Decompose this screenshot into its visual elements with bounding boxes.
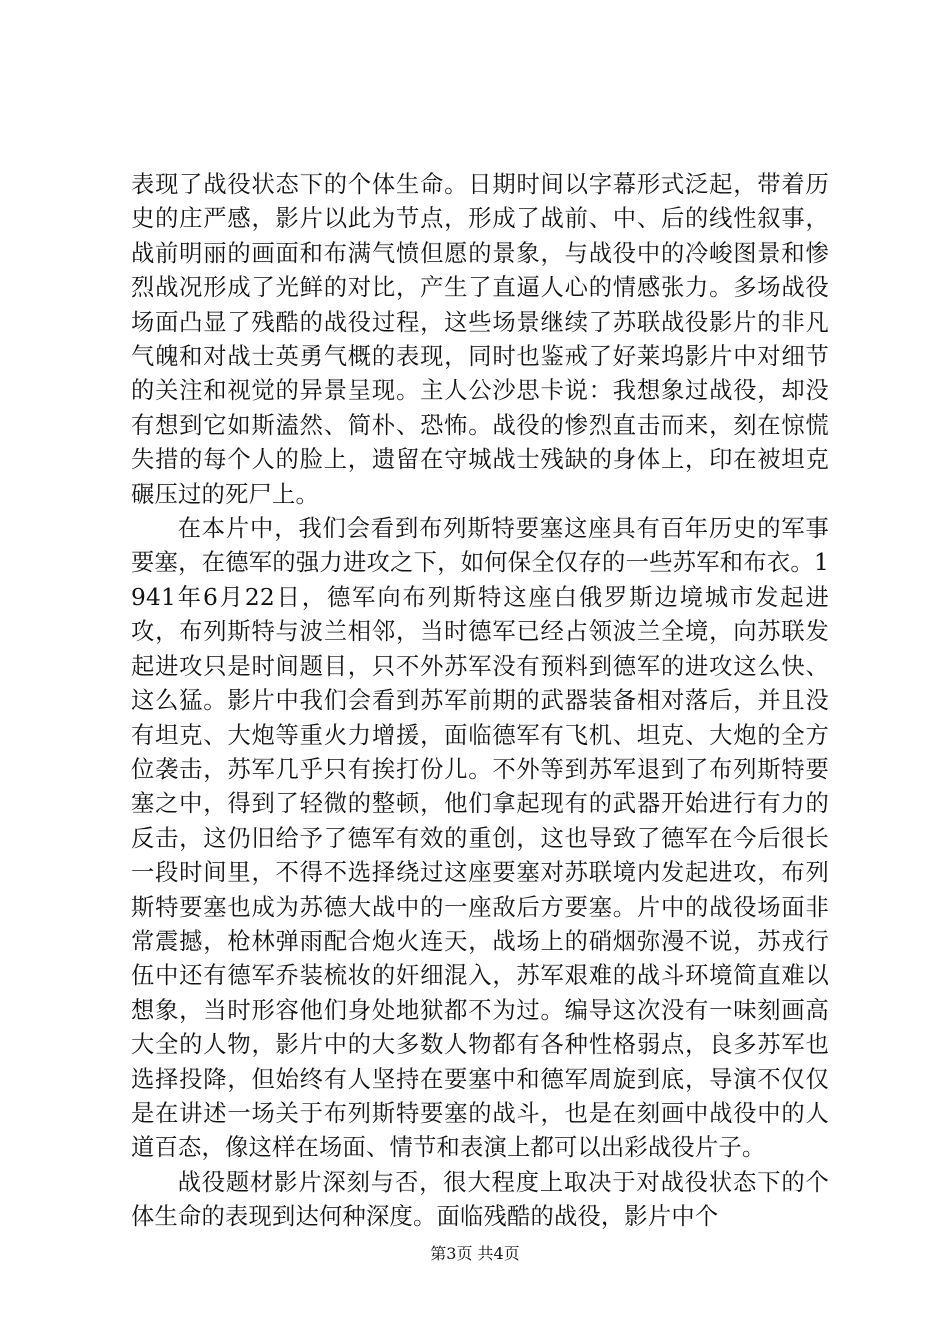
paragraph-1: 表现了战役状态下的个体生命。日期时间以字幕形式泛起，带着历史的庄严感，影片以此为节点，形成了战前、中、后的线性叙事，战前明丽的画面和布满气愤但愿的景象，与战役中的冷峻图景和惨烈战况形成了光鲜的对比，产生了直逼人心的情感张力。多场战役场面凸显了残酷的战役过程，这些场景继续了苏联战役影片的非凡气魄和对战士英勇气概的表现，同时也鉴戒了好莱坞影片中对细节的关注和视觉的异景呈现。主人公沙思卡说：我想象过战役，却没有想到它如斯溘然、简朴、恐怖。战役的惨烈直击而来，刻在惊慌失措的每个人的脸上，遗留在守城战士残缺的身体上，印在被坦克碾压过的死尸上。 <box>131 171 829 508</box>
paragraph-2: 在本片中，我们会看到布列斯特要塞这座具有百年历史的军事要塞，在德军的强力进攻之下，如何保全仅存的一些苏军和布衣。1941年6月22日，德军向布列斯特这座白俄罗斯边境城市发起进攻，布列斯特与波兰相邻，当时德军已经占领波兰全境，向苏联发起进攻只是时间题目，只不外苏军没有预料到德军的进攻这么快、这么猛。影片中我们会看到苏军前期的武器装备相对落后，并且没有坦克、大炮等重火力增援，面临德军有飞机、坦克、大炮的全方位袭击，苏军几乎只有挨打份儿。不外等到苏军退到了布列斯特要塞之中，得到了轻微的整顿，他们拿起现有的武器开始进行有力的反击，这仍旧给予了德军有效的重创，这也导致了德军在今后很长一段时间里，不得不选择绕过这座要塞对苏联境内发起进攻，布列斯特要塞也成为苏德大战中的一座敌后方要塞。片中的战役场面非常震撼，枪林弹雨配合炮火连天，战场上的硝烟弥漫不说，苏戎行伍中还有德军乔装梳妆的奸细混入，苏军艰难的战斗环境简直难以想象，当时形容他们身处地狱都不为过。编导这次没有一味刻画高大全的人物，影片中的大多数人物都有各种性格弱点，良多苏军也选择投降，但始终有人坚持在要塞中和德军周旋到底，导演不仅仅是在讲述一场关于布列斯特要塞的战斗，也是在刻画中战役中的人道百态，像这样在场面、情节和表演上都可以出彩战役片子。 <box>131 515 829 1162</box>
paragraph-3: 战役题材影片深刻与否，很大程度上取决于对战役状态下的个体生命的表现到达何种深度。面临残酷的战役，影片中个 <box>131 1168 829 1231</box>
page-footer: 第3页 共4页 <box>430 1244 520 1263</box>
body-text <box>131 168 829 1235</box>
